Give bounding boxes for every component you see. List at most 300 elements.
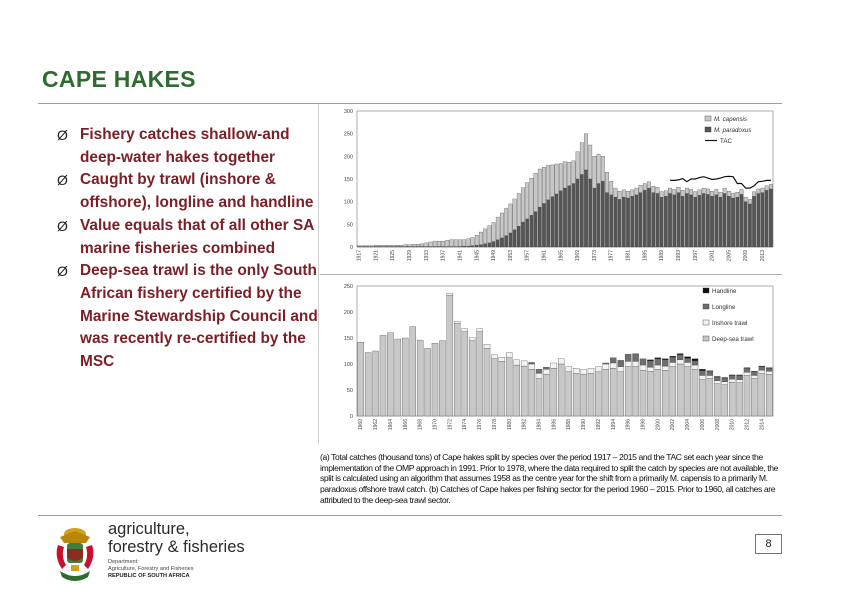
bar-segment	[610, 358, 616, 363]
bar-segment	[513, 230, 516, 247]
bar-segment	[769, 184, 772, 189]
bullet-item	[57, 260, 319, 374]
bar-segment	[454, 321, 460, 323]
bar-segment	[399, 245, 402, 246]
bar-segment	[492, 242, 495, 247]
bar-segment	[477, 332, 483, 416]
bar-segment	[670, 357, 676, 362]
bar-segment	[559, 164, 562, 191]
bar-segment	[757, 194, 760, 247]
bar-segment	[513, 199, 516, 230]
bar-segment	[759, 367, 765, 371]
bar-segment	[446, 240, 449, 246]
bar-segment	[408, 245, 411, 247]
bar-segment	[652, 186, 655, 192]
x-tick-label: 1917	[356, 250, 363, 262]
bar-segment	[395, 339, 401, 416]
bullet-text: Fishery catches shallow-and deep-water hakes together	[80, 126, 290, 166]
bar-segment	[563, 162, 566, 188]
bar-segment	[677, 360, 683, 364]
bar-segment	[605, 193, 608, 247]
y-tick-label: 250	[343, 284, 353, 290]
bar-segment	[631, 190, 634, 196]
bar-segment	[573, 368, 579, 373]
bar-segment	[595, 367, 601, 372]
arrow-bullet-icon: Ø	[57, 127, 68, 143]
x-tick-label: 1976	[477, 419, 484, 431]
bar-segment	[737, 375, 743, 379]
bar-segment	[603, 369, 609, 416]
bar-segment	[605, 172, 608, 192]
bar-segment	[744, 375, 750, 416]
bar-segment	[751, 379, 757, 416]
bar-segment	[699, 380, 705, 416]
x-tick-label: 1925	[390, 250, 397, 262]
bar-segment	[530, 178, 533, 215]
bar-segment	[660, 192, 663, 197]
bar-segment	[410, 327, 416, 416]
bar-segment	[504, 236, 507, 247]
bar-segment	[365, 353, 371, 416]
bar-segment	[551, 197, 554, 247]
bar-segment	[710, 196, 713, 247]
republic-label: REPUBLIC OF SOUTH AFRICA	[108, 573, 190, 579]
bar-segment	[500, 238, 503, 247]
x-tick-label: 1977	[608, 250, 615, 262]
bar-segment	[546, 200, 549, 247]
legend-label: Handline	[712, 288, 737, 295]
legend-swatch	[703, 320, 709, 325]
bar-segment	[517, 226, 520, 247]
brand-line-2: forestry & fisheries	[108, 538, 245, 556]
x-tick-label: 1941	[457, 250, 464, 262]
legend-label: M. capensis	[714, 116, 748, 123]
bullet-text: Caught by trawl (inshore & offshore), longline and handline	[80, 171, 314, 212]
bar-segment	[555, 194, 558, 247]
bar-segment	[622, 197, 625, 247]
bar-segment	[757, 189, 760, 194]
bar-segment	[492, 223, 495, 242]
bar-segment	[471, 237, 474, 245]
bar-segment	[380, 335, 386, 416]
bar-segment	[471, 246, 474, 247]
bar-segment	[588, 179, 591, 247]
bar-segment	[378, 245, 381, 246]
x-tick-label: 1978	[491, 419, 498, 431]
x-tick-label: 2004	[685, 419, 692, 431]
bar-segment	[609, 195, 612, 247]
bar-segment	[655, 358, 661, 359]
bar-segment	[761, 188, 764, 193]
bar-segment	[729, 379, 735, 382]
bar-segment	[521, 361, 527, 366]
bar-segment	[722, 378, 728, 382]
bar-segment	[633, 367, 639, 416]
bar-segment	[581, 369, 587, 374]
bar-segment	[506, 358, 512, 416]
bar-segment	[681, 190, 684, 196]
bar-segment	[662, 370, 668, 416]
bar-segment	[432, 343, 438, 416]
legend-swatch	[705, 116, 711, 121]
bullet-item	[57, 124, 319, 169]
bar-segment	[454, 323, 460, 416]
bar-segment	[692, 369, 698, 416]
sector-catch-chart	[319, 280, 785, 444]
bullet-text: Deep-sea trawl is the only South African fishery certified by the Marine Stewardship Council and was recently re-certified by the MSC	[80, 262, 318, 371]
bar-segment	[551, 368, 557, 416]
legend-label: M. paradoxus	[714, 127, 752, 134]
bar-segment	[358, 342, 364, 416]
bar-segment	[572, 161, 575, 184]
x-tick-label: 1972	[447, 419, 454, 431]
bar-segment	[469, 341, 475, 416]
bar-segment	[538, 207, 541, 247]
bar-segment	[462, 329, 468, 332]
bar-segment	[588, 368, 594, 373]
bar-segment	[655, 365, 661, 369]
dept-label: Department:	[108, 559, 139, 565]
y-tick-label: 100	[343, 362, 353, 368]
bar-segment	[555, 164, 558, 194]
bar-segment	[491, 355, 497, 359]
bar-segment	[727, 196, 730, 247]
bar-segment	[558, 364, 564, 416]
bar-segment	[640, 365, 646, 370]
bar-segment	[609, 181, 612, 195]
x-tick-label: 1949	[491, 250, 498, 262]
bar-segment	[425, 243, 428, 247]
bar-segment	[673, 195, 676, 247]
bar-segment	[647, 360, 653, 361]
bar-segment	[685, 367, 691, 416]
bar-segment	[425, 348, 431, 416]
bar-segment	[536, 373, 542, 378]
bar-segment	[640, 370, 646, 416]
legend-swatch	[703, 304, 709, 309]
bar-segment	[538, 169, 541, 207]
bar-segment	[536, 369, 542, 373]
bar-segment	[689, 189, 692, 194]
bar-segment	[702, 188, 705, 193]
bar-segment	[635, 195, 638, 247]
bar-segment	[731, 198, 734, 247]
bullet-item	[57, 169, 319, 214]
bar-segment	[567, 162, 570, 186]
bar-segment	[496, 217, 499, 240]
bar-segment	[647, 367, 653, 371]
bar-segment	[714, 384, 720, 416]
bar-segment	[744, 202, 747, 247]
bar-segment	[479, 245, 482, 247]
bar-segment	[639, 193, 642, 247]
bar-segment	[740, 189, 743, 194]
x-tick-label: 1937	[440, 250, 447, 262]
x-tick-label: 1984	[536, 419, 543, 431]
bar-segment	[488, 226, 491, 243]
bar-segment	[759, 373, 765, 416]
bar-segment	[729, 375, 735, 376]
bar-segment	[677, 193, 680, 247]
bar-segment	[744, 372, 750, 375]
bar-segment	[412, 244, 415, 246]
y-tick-label: 150	[343, 336, 353, 342]
bar-segment	[479, 232, 482, 245]
bar-segment	[514, 365, 520, 416]
bar-segment	[751, 372, 757, 376]
bar-segment	[656, 194, 659, 247]
bar-segment	[509, 233, 512, 247]
bar-segment	[660, 197, 663, 247]
bar-segment	[593, 188, 596, 247]
y-tick-label: 100	[343, 199, 353, 206]
arrow-bullet-icon: Ø	[57, 172, 68, 189]
bar-segment	[614, 197, 617, 247]
bar-segment	[662, 359, 668, 360]
bar-segment	[744, 368, 750, 372]
bar-segment	[626, 198, 629, 247]
bar-segment	[751, 375, 757, 378]
bar-segment	[727, 191, 730, 196]
x-tick-label: 2010	[729, 419, 736, 431]
bar-segment	[635, 188, 638, 195]
x-tick-label: 2005	[726, 250, 733, 262]
bar-segment	[391, 245, 394, 246]
bar-segment	[633, 361, 639, 366]
x-tick-label: 1974	[462, 419, 469, 431]
bar-segment	[765, 190, 768, 247]
bar-segment	[652, 193, 655, 247]
x-tick-label: 1994	[610, 419, 617, 431]
bar-segment	[454, 240, 457, 247]
bar-segment	[584, 170, 587, 247]
bar-segment	[593, 156, 596, 188]
x-tick-label: 1929	[407, 250, 414, 262]
bar-segment	[491, 359, 497, 416]
bar-segment	[766, 371, 772, 374]
bar-segment	[670, 367, 676, 416]
bar-segment	[417, 340, 423, 416]
bar-segment	[509, 204, 512, 233]
bar-segment	[543, 374, 549, 416]
arrow-bullet-icon: Ø	[57, 217, 68, 234]
bar-segment	[752, 192, 755, 197]
bar-segment	[737, 380, 743, 383]
bar-segment	[573, 373, 579, 416]
bar-segment	[719, 192, 722, 197]
bar-segment	[499, 357, 505, 361]
bullet-list	[57, 124, 319, 374]
bar-segment	[618, 372, 624, 416]
bar-segment	[525, 183, 528, 219]
x-tick-label: 1921	[373, 250, 380, 262]
bar-segment	[622, 190, 625, 197]
bar-segment	[685, 362, 691, 366]
bar-segment	[698, 195, 701, 247]
bar-segment	[643, 190, 646, 247]
bar-segment	[647, 182, 650, 188]
bar-segment	[722, 385, 728, 416]
bar-segment	[673, 189, 676, 194]
x-tick-label: 1986	[551, 419, 558, 431]
bar-segment	[647, 371, 653, 416]
bar-segment	[706, 189, 709, 194]
bar-segment	[477, 329, 483, 332]
bar-segment	[450, 240, 453, 247]
bar-segment	[618, 191, 621, 199]
bar-segment	[719, 197, 722, 247]
bar-segment	[551, 363, 557, 368]
bar-segment	[447, 295, 453, 416]
bar-segment	[429, 242, 432, 247]
bar-segment	[366, 246, 369, 247]
bar-segment	[677, 355, 683, 360]
bar-segment	[610, 368, 616, 416]
x-tick-label: 1996	[625, 419, 632, 431]
x-tick-label: 1993	[675, 250, 682, 262]
legend-label: Longline	[712, 304, 736, 311]
bar-segment	[685, 194, 688, 247]
bar-segment	[662, 366, 668, 370]
x-tick-label: 1953	[507, 250, 514, 262]
x-tick-label: 1973	[591, 250, 598, 262]
bar-segment	[373, 351, 379, 416]
bar-segment	[759, 366, 765, 367]
bar-segment	[664, 196, 667, 247]
bar-segment	[530, 215, 533, 247]
bar-segment	[534, 173, 537, 212]
bar-segment	[504, 208, 507, 235]
bar-segment	[521, 222, 524, 247]
bar-segment	[647, 188, 650, 247]
bar-segment	[469, 337, 475, 340]
bar-segment	[441, 241, 444, 246]
x-tick-label: 1988	[566, 419, 573, 431]
bar-segment	[462, 240, 465, 246]
bar-segment	[597, 184, 600, 247]
x-tick-label: 2000	[655, 419, 662, 431]
bar-segment	[685, 358, 691, 362]
bar-segment	[437, 241, 440, 246]
bar-segment	[595, 372, 601, 416]
bar-segment	[500, 213, 503, 238]
bar-segment	[689, 195, 692, 247]
x-tick-label: 1964	[387, 419, 394, 431]
bar-segment	[534, 212, 537, 247]
bar-segment	[439, 341, 445, 416]
bar-segment	[529, 362, 535, 364]
x-tick-label: 1990	[581, 419, 588, 431]
bar-segment	[766, 368, 772, 369]
y-tick-label: 0	[349, 245, 353, 251]
bar-segment	[374, 245, 377, 246]
bar-segment	[483, 229, 486, 244]
brand-line-1: agriculture,	[108, 520, 190, 538]
legend-label: TAC	[720, 138, 732, 145]
bar-segment	[558, 359, 564, 364]
y-tick-label: 50	[346, 388, 353, 394]
x-tick-label: 1969	[575, 250, 582, 262]
bar-segment	[625, 354, 631, 361]
x-tick-label: 1989	[659, 250, 666, 262]
y-tick-label: 200	[343, 154, 353, 161]
x-tick-label: 1960	[358, 419, 365, 431]
bar-segment	[496, 240, 499, 247]
bar-segment	[702, 194, 705, 247]
bar-segment	[521, 366, 527, 416]
bar-segment	[475, 235, 478, 245]
bar-segment	[484, 348, 490, 416]
bar-segment	[656, 187, 659, 193]
bar-segment	[610, 363, 616, 368]
x-tick-label: 1981	[625, 250, 632, 262]
x-tick-label: 1962	[373, 419, 380, 431]
arrow-bullet-icon: Ø	[57, 263, 68, 280]
slide-title: CAPE HAKES	[42, 66, 196, 92]
bar-segment	[677, 187, 680, 192]
bar-segment	[710, 191, 713, 196]
x-tick-label: 1998	[640, 419, 647, 431]
bar-segment	[462, 332, 468, 416]
bar-segment	[546, 165, 549, 199]
bar-segment	[692, 359, 698, 361]
coat-of-arms-logo	[52, 525, 98, 585]
bar-segment	[543, 369, 549, 374]
bar-segment	[736, 197, 739, 247]
x-tick-label: 1997	[692, 250, 699, 262]
y-tick-label: 300	[343, 109, 353, 115]
bar-segment	[416, 244, 419, 246]
legend-label: Inshore trawl	[712, 320, 748, 327]
bar-segment	[699, 371, 705, 376]
bar-segment	[715, 195, 718, 247]
bar-segment	[752, 196, 755, 247]
bar-segment	[506, 353, 512, 358]
bar-segment	[769, 189, 772, 247]
y-tick-label: 0	[349, 414, 353, 420]
bar-segment	[723, 194, 726, 247]
bar-segment	[475, 245, 478, 247]
bar-segment	[433, 241, 436, 246]
bar-segment	[707, 371, 713, 375]
bar-segment	[521, 188, 524, 222]
bar-segment	[731, 193, 734, 198]
bar-segment	[664, 191, 667, 196]
dept-brand	[108, 520, 245, 580]
x-tick-label: 1980	[506, 419, 513, 431]
bar-segment	[655, 359, 661, 365]
bar-segment	[668, 194, 671, 247]
x-tick-label: 1982	[521, 419, 528, 431]
x-tick-label: 2013	[759, 250, 766, 262]
x-tick-label: 1966	[402, 419, 409, 431]
x-tick-label: 2012	[744, 419, 751, 431]
bar-segment	[447, 293, 453, 295]
x-tick-label: 1985	[642, 250, 649, 262]
x-tick-label: 2001	[709, 250, 716, 262]
bar-segment	[601, 156, 604, 181]
bar-segment	[618, 360, 624, 366]
bar-segment	[640, 359, 646, 365]
bar-segment	[529, 364, 535, 369]
bar-segment	[639, 185, 642, 192]
bar-segment	[566, 367, 572, 372]
bar-segment	[370, 246, 373, 247]
bar-segment	[714, 376, 720, 377]
dept-text	[108, 559, 245, 580]
bar-segment	[631, 196, 634, 247]
bar-segment	[563, 188, 566, 247]
